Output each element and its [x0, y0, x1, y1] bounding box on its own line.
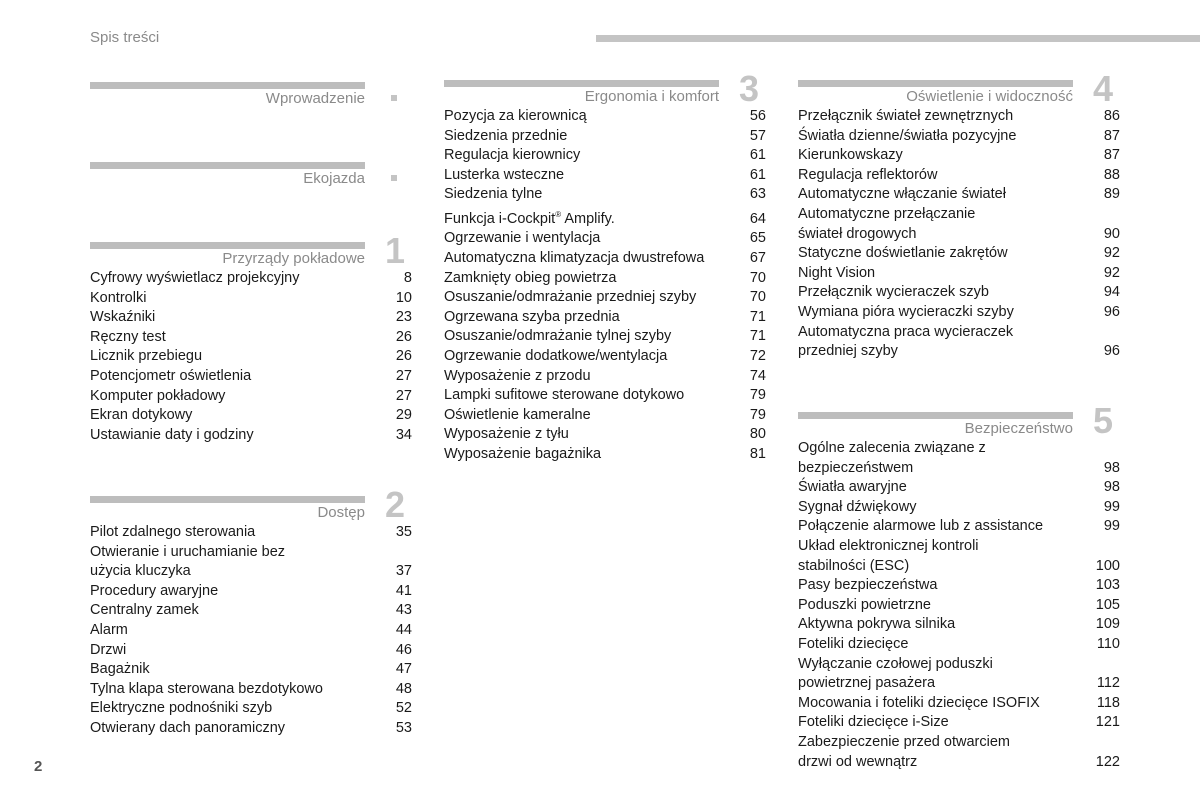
- toc-entry-label: Pasy bezpieczeństwa: [798, 577, 938, 594]
- toc-entry-label: Ręczny test: [90, 328, 166, 345]
- toc-entry-page: 41: [395, 582, 412, 599]
- toc-entry-label: Kierunkowskazy: [798, 147, 903, 164]
- toc-entry-page: 94: [1103, 284, 1120, 301]
- section-rule: [798, 80, 1073, 87]
- section-rule: [90, 242, 365, 249]
- toc-entry-label: Potencjometr oświetlenia: [90, 367, 252, 384]
- toc-entry-label: Zabezpieczenie przed otwarciem drzwi od wewnątrz: [798, 733, 1010, 770]
- toc-entry-label: Sygnał dźwiękowy: [798, 498, 917, 515]
- header-rule: [596, 35, 1200, 42]
- section-header: [90, 89, 365, 109]
- toc-entry-label: Procedury awaryjne: [90, 582, 219, 599]
- toc-entry[interactable]: [90, 367, 412, 387]
- toc-entry-page: 61: [749, 147, 766, 164]
- toc-entry-page: 23: [395, 309, 412, 326]
- toc-entry[interactable]: [444, 327, 766, 347]
- toc-entry[interactable]: [798, 166, 1120, 186]
- toc-entry-label: Pilot zdalnego sterowania: [90, 524, 256, 540]
- section-header: [90, 169, 365, 189]
- toc-entry-label: Lampki sufitowe sterowane dotykowo: [444, 387, 685, 404]
- toc-entry-page: 10: [395, 289, 412, 306]
- toc-entry-label: Drzwi: [90, 641, 127, 658]
- toc-entry-label: Zamknięty obieg powietrza: [444, 269, 617, 286]
- toc-entry-label: Przełącznik świateł zewnętrznych: [798, 108, 1014, 124]
- toc-entry[interactable]: [90, 680, 412, 700]
- toc-entry[interactable]: [90, 426, 412, 446]
- toc-list: [90, 523, 412, 739]
- toc-entry-page: 34: [395, 426, 412, 443]
- toc-entry-label: Pozycja za kierownicą: [444, 108, 587, 124]
- toc-entry[interactable]: [90, 406, 412, 426]
- toc-entry-label: Automatyczna praca wycieraczek przedniej szyby: [798, 323, 1014, 360]
- toc-entry[interactable]: [798, 283, 1120, 303]
- section-title: Oświetlenie i widoczność: [906, 88, 1073, 105]
- toc-entry-page: 26: [395, 328, 412, 345]
- toc-entry[interactable]: [798, 205, 1120, 244]
- toc-entry-label: Ekran dotykowy: [90, 407, 193, 424]
- toc-entry[interactable]: [798, 615, 1120, 635]
- toc-entry[interactable]: [798, 498, 1120, 518]
- toc-entry-page: 92: [1103, 264, 1120, 281]
- section-title: Bezpieczeństwo: [964, 420, 1073, 437]
- toc-entry[interactable]: [444, 205, 766, 229]
- toc-entry-label: Światła awaryjne: [798, 479, 907, 496]
- toc-entry-page: 112: [1096, 675, 1120, 692]
- toc-entry-page: 79: [749, 406, 766, 423]
- toc-entry-page: 67: [749, 249, 766, 266]
- toc-entry-page: 96: [1103, 303, 1120, 320]
- section-marker-icon: [391, 95, 397, 101]
- toc-entry[interactable]: [444, 185, 766, 205]
- toc-entry-page: 8: [403, 270, 412, 286]
- toc-entry-page: 99: [1103, 498, 1120, 515]
- toc-entry-label: Oświetlenie kameralne: [444, 406, 591, 423]
- toc-entry-page: 26: [395, 348, 412, 365]
- toc-entry[interactable]: [444, 229, 766, 249]
- toc-entry-label: Cyfrowy wyświetlacz projekcyjny: [90, 270, 300, 286]
- toc-entry-label: Regulacja reflektorów: [798, 166, 938, 183]
- toc-entry-page: 47: [395, 661, 412, 678]
- toc-entry-label: Alarm: [90, 621, 128, 638]
- toc-entry[interactable]: [90, 347, 412, 367]
- section-number: 2: [385, 484, 406, 525]
- toc-entry[interactable]: [444, 308, 766, 328]
- toc-entry-label: Wymiana pióra wycieraczki szyby: [798, 303, 1014, 320]
- toc-entry-label: Automatyczne przełączanie świateł drogowych: [798, 205, 976, 242]
- toc-entry-page: 121: [1095, 714, 1120, 731]
- toc-entry-page: 44: [395, 621, 412, 638]
- toc-entry-label: Połączenie alarmowe lub z assistance: [798, 518, 1044, 535]
- toc-entry[interactable]: [798, 596, 1120, 616]
- toc-entry-label: Elektryczne podnośniki szyb: [90, 700, 273, 717]
- section-title: Wprowadzenie: [265, 90, 365, 107]
- toc-entry[interactable]: [444, 386, 766, 406]
- section-number: 1: [385, 230, 406, 271]
- toc-entry-label: Układ elektronicznej kontroli stabilności (ESC): [798, 537, 979, 574]
- toc-entry[interactable]: [90, 269, 412, 289]
- toc-entry-page: 70: [749, 269, 766, 286]
- section-1: [90, 230, 412, 445]
- section-5: [798, 400, 1120, 772]
- toc-entry-page: 99: [1103, 518, 1120, 535]
- page-number: 2: [34, 758, 43, 775]
- toc-entry-page: 29: [395, 407, 412, 424]
- toc-entry-label: Komputer pokładowy: [90, 387, 226, 404]
- toc-entry-label: Wyposażenie z tyłu: [444, 426, 569, 443]
- toc-entry-page: 98: [1103, 479, 1120, 496]
- toc-entry[interactable]: [798, 694, 1120, 714]
- section-intro: [90, 82, 365, 109]
- toc-entry-label: Mocowania i foteliki dziecięce ISOFIX: [798, 694, 1040, 711]
- toc-entry-label: Automatyczna klimatyzacja dwustrefowa: [444, 249, 705, 266]
- toc-entry-page: 37: [395, 563, 412, 580]
- toc-entry-page: 122: [1095, 753, 1120, 770]
- toc-entry[interactable]: [444, 406, 766, 426]
- toc-entry[interactable]: [798, 655, 1120, 694]
- toc-entry-label: Poduszki powietrzne: [798, 596, 931, 613]
- toc-entry-label: Ustawianie daty i godziny: [90, 426, 254, 443]
- toc-entry-label: Osuszanie/odmrażanie przedniej szyby: [444, 289, 697, 306]
- toc-entry-label: Otwieranie i uruchamianie bez użycia kluczyka: [90, 543, 286, 580]
- toc-entry-page: 72: [749, 347, 766, 364]
- toc-entry[interactable]: [90, 582, 412, 602]
- toc-entry[interactable]: [798, 146, 1120, 166]
- toc-entry-label: Otwierany dach panoramiczny: [90, 719, 286, 736]
- toc-entry[interactable]: [798, 537, 1120, 576]
- toc-entry-page: 61: [749, 166, 766, 183]
- toc-list: [90, 269, 412, 445]
- toc-entry-page: 57: [749, 127, 766, 144]
- toc-entry-label: Foteliki dziecięce i-Size: [798, 714, 949, 731]
- toc-entry[interactable]: [444, 166, 766, 186]
- toc-entry-page: 46: [395, 641, 412, 658]
- toc-entry-page: 64: [749, 210, 766, 227]
- toc-entry-label: Wyłączanie czołowej poduszki powietrznej pasażera: [798, 655, 993, 692]
- toc-entry-label: Statyczne doświetlanie zakrętów: [798, 245, 1008, 262]
- toc-entry-page: 88: [1103, 166, 1120, 183]
- toc-entry[interactable]: [444, 249, 766, 269]
- toc-entry[interactable]: [90, 719, 412, 739]
- toc-entry[interactable]: [444, 347, 766, 367]
- toc-entry-page: 71: [749, 328, 766, 345]
- toc-entry-page: 87: [1103, 127, 1120, 144]
- toc-entry-label: Regulacja kierownicy: [444, 147, 581, 164]
- toc-entry-page: 53: [395, 719, 412, 736]
- toc-entry-page: 52: [395, 700, 412, 717]
- toc-entry-page: 56: [749, 108, 766, 124]
- toc-entry[interactable]: [444, 425, 766, 445]
- section-rule: [798, 412, 1073, 419]
- section-marker-icon: [391, 175, 397, 181]
- toc-entry[interactable]: [90, 601, 412, 621]
- section-3: [444, 68, 766, 465]
- toc-entry[interactable]: [798, 127, 1120, 147]
- toc-entry[interactable]: [444, 445, 766, 465]
- toc-entry-label: Lusterka wsteczne: [444, 166, 565, 183]
- toc-entry[interactable]: [90, 523, 412, 543]
- toc-entry-label: Funkcja i-Cockpit® Amplify.: [444, 209, 615, 227]
- toc-entry[interactable]: [798, 323, 1120, 362]
- toc-entry-page: 110: [1096, 635, 1120, 652]
- toc-entry-label: Siedzenia tylne: [444, 186, 543, 203]
- toc-entry[interactable]: [798, 244, 1120, 264]
- toc-entry[interactable]: [90, 641, 412, 661]
- toc-entry-page: 87: [1103, 147, 1120, 164]
- toc-entry-page: 90: [1103, 225, 1120, 242]
- toc-entry-label: Automatyczne włączanie świateł: [798, 186, 1006, 203]
- toc-entry-page: 81: [749, 445, 766, 462]
- toc-entry-page: 43: [395, 602, 412, 619]
- page-header-title: Spis treści: [90, 29, 160, 46]
- toc-entry-label: Światła dzienne/światła pozycyjne: [798, 127, 1017, 144]
- section-title: Przyrządy pokładowe: [222, 250, 365, 267]
- toc-list: [798, 439, 1120, 772]
- toc-entry[interactable]: [90, 621, 412, 641]
- section-header: [90, 230, 406, 271]
- toc-entry[interactable]: [798, 733, 1120, 772]
- toc-entry-page: 105: [1095, 596, 1120, 613]
- toc-entry-page: 96: [1103, 343, 1120, 360]
- toc-entry[interactable]: [90, 543, 412, 582]
- section-title: Ergonomia i komfort: [584, 88, 719, 105]
- toc-entry[interactable]: [90, 699, 412, 719]
- toc-entry[interactable]: [444, 107, 766, 127]
- toc-entry-page: 71: [749, 308, 766, 325]
- section-header: [798, 400, 1114, 441]
- toc-entry-label: Licznik przebiegu: [90, 348, 203, 365]
- toc-entry-label: Centralny zamek: [90, 602, 199, 619]
- toc-entry[interactable]: [798, 635, 1120, 655]
- toc-entry[interactable]: [444, 288, 766, 308]
- toc-entry-page: 79: [749, 387, 766, 404]
- toc-entry-page: 89: [1103, 186, 1120, 203]
- toc-entry[interactable]: [444, 367, 766, 387]
- toc-entry-label: Ogrzewanie i wentylacja: [444, 230, 601, 247]
- toc-entry-label: Foteliki dziecięce: [798, 635, 909, 652]
- section-number: 5: [1093, 400, 1114, 441]
- toc-entry[interactable]: [798, 478, 1120, 498]
- section-rule: [90, 82, 365, 89]
- toc-entry-page: 80: [749, 426, 766, 443]
- toc-entry[interactable]: [90, 289, 412, 309]
- toc-entry-page: 86: [1103, 108, 1120, 124]
- toc-entry-page: 109: [1095, 616, 1120, 633]
- toc-entry-label: Tylna klapa sterowana bezdotykowo: [90, 680, 323, 697]
- toc-entry-label: Kontrolki: [90, 289, 147, 306]
- toc-entry-label: Night Vision: [798, 264, 876, 281]
- toc-entry-label: Ogrzewana szyba przednia: [444, 308, 620, 325]
- toc-entry-page: 35: [395, 524, 412, 540]
- toc-entry-page: 92: [1103, 245, 1120, 262]
- toc-entry[interactable]: [798, 264, 1120, 284]
- toc-entry-label: Bagażnik: [90, 661, 150, 678]
- toc-entry[interactable]: [444, 127, 766, 147]
- toc-entry[interactable]: [798, 303, 1120, 323]
- toc-entry-label: Wyposażenie bagażnika: [444, 445, 602, 462]
- section-2: [90, 484, 412, 739]
- toc-entry-page: 70: [749, 289, 766, 306]
- toc-entry-page: 27: [395, 387, 412, 404]
- section-4: [798, 68, 1120, 362]
- toc-entry-label: Przełącznik wycieraczek szyb: [798, 284, 989, 301]
- section-rule: [90, 496, 365, 503]
- toc-entry[interactable]: [90, 660, 412, 680]
- toc-entry-page: 103: [1095, 577, 1120, 594]
- toc-entry-label: Aktywna pokrywa silnika: [798, 616, 956, 633]
- toc-entry[interactable]: [798, 576, 1120, 596]
- toc-entry[interactable]: [90, 308, 412, 328]
- toc-entry[interactable]: [444, 146, 766, 166]
- toc-entry-page: 74: [749, 367, 766, 384]
- toc-entry[interactable]: [444, 269, 766, 289]
- toc-entry-page: 100: [1095, 557, 1120, 574]
- toc-list: [444, 107, 766, 465]
- toc-entry[interactable]: [798, 713, 1120, 733]
- toc-entry-page: 63: [749, 186, 766, 203]
- section-rule: [444, 80, 719, 87]
- toc-entry-label: Osuszanie/odmrażanie tylnej szyby: [444, 328, 672, 345]
- toc-entry[interactable]: [798, 185, 1120, 205]
- toc-entry-label: Wskaźniki: [90, 309, 156, 326]
- section-header: [444, 68, 760, 109]
- registered-mark: ®: [555, 209, 562, 219]
- section-eco: [90, 162, 365, 189]
- toc-entry-page: 98: [1103, 459, 1120, 476]
- section-number: 3: [739, 68, 760, 109]
- toc-entry-page: 27: [395, 367, 412, 384]
- toc-entry[interactable]: [798, 439, 1120, 478]
- toc-entry-label: Wyposażenie z przodu: [444, 367, 591, 384]
- toc-entry[interactable]: [798, 107, 1120, 127]
- section-header: [798, 68, 1114, 109]
- toc-entry-label: Siedzenia przednie: [444, 127, 568, 144]
- toc-entry[interactable]: [90, 328, 412, 348]
- section-title: Dostęp: [317, 504, 365, 521]
- toc-entry-label: Ogrzewanie dodatkowe/wentylacja: [444, 347, 668, 364]
- toc-entry-page: 65: [749, 230, 766, 247]
- toc-entry[interactable]: [798, 517, 1120, 537]
- section-rule: [90, 162, 365, 169]
- toc-entry-page: 118: [1096, 694, 1120, 711]
- toc-entry-page: 48: [395, 680, 412, 697]
- section-header: [90, 484, 406, 525]
- section-number: 4: [1093, 68, 1114, 109]
- toc-entry-label: Ogólne zalecenia związane z bezpieczeństwem: [798, 440, 986, 476]
- section-title: Ekojazda: [303, 170, 365, 187]
- toc-list: [798, 107, 1120, 362]
- toc-entry[interactable]: [90, 387, 412, 407]
